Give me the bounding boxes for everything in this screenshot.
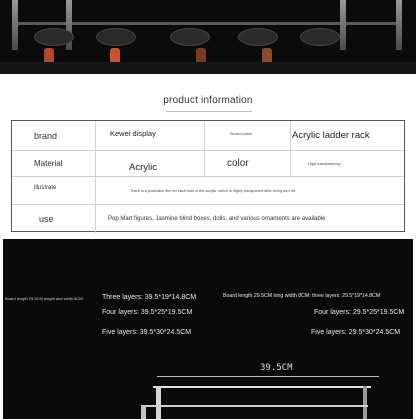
product-info-table: [11, 120, 405, 232]
material-label: Material: [34, 159, 63, 168]
figure-base: [300, 28, 340, 46]
rack-top-rail: [153, 386, 371, 388]
left-size-line: Three layers: 39.5*19*14.8CM: [102, 294, 197, 301]
rack-front-post: [156, 386, 161, 419]
figure-base: [96, 28, 136, 46]
column-divider: [95, 151, 96, 176]
rack-back-post: [363, 386, 367, 419]
column-divider: [95, 177, 96, 204]
left-size-line: Five layers: 39.5*30*24.5CM: [102, 329, 192, 336]
dimensions-panel: [3, 239, 413, 419]
brand-label: brand: [34, 130, 58, 141]
table-row-use: [12, 205, 404, 233]
color-label: color: [227, 158, 249, 169]
right-size-line: Five layers: 29.5*30*24.5CM: [311, 329, 401, 336]
title-underline: [166, 111, 252, 112]
use-label: use: [39, 214, 54, 224]
table-row-brand: [12, 121, 404, 151]
rack-front-post: [141, 405, 146, 419]
product-photo-top: [0, 0, 416, 74]
use-value: Pop Mart figures, Jasmine blind boxes, dolls, and various ornaments are available: [108, 216, 326, 222]
column-divider: [204, 151, 205, 176]
width-measure-label: 39.5CM: [260, 363, 293, 373]
product-name-value: Acrylic ladder rack: [292, 130, 370, 141]
rack-post: [12, 0, 18, 50]
measure-arrow-line: [157, 376, 379, 377]
material-value: Acrylic: [129, 162, 157, 173]
rack-shelf: [0, 62, 416, 74]
rack-second-rail: [143, 405, 368, 407]
column-divider: [204, 121, 205, 150]
left-size-note: Board length 29.5CM length and width 8CM:: [5, 296, 84, 301]
column-divider: [95, 121, 96, 150]
rack-post: [340, 0, 346, 50]
brand-value: Kewei display: [110, 129, 156, 138]
table-row-illustrate: [12, 177, 404, 205]
left-size-line: Four layers: 39.5*25*19.5CM: [102, 309, 193, 316]
rack-post: [396, 0, 402, 50]
figure-base: [170, 28, 210, 46]
figure-base: [34, 28, 74, 46]
column-divider: [95, 205, 96, 233]
color-value: High transparency: [308, 161, 341, 166]
column-divider: [290, 121, 291, 150]
illustrate-value: There is a protective film on each side of the acrylic, which is highly transparent after being torn off.: [130, 188, 297, 193]
right-size-note: Board length 29.5CM long width 8CM: three layers: 29.5*19*14.8CM: [223, 293, 381, 299]
product-name-label: Product name: [230, 132, 252, 136]
figure-base: [238, 28, 278, 46]
right-size-line: Four layers: 29.5*25*19.5CM: [314, 309, 405, 316]
column-divider: [290, 151, 291, 176]
section-title: product information: [163, 95, 253, 106]
illustrate-label: illustrate: [34, 185, 57, 191]
table-row-material: [12, 151, 404, 177]
